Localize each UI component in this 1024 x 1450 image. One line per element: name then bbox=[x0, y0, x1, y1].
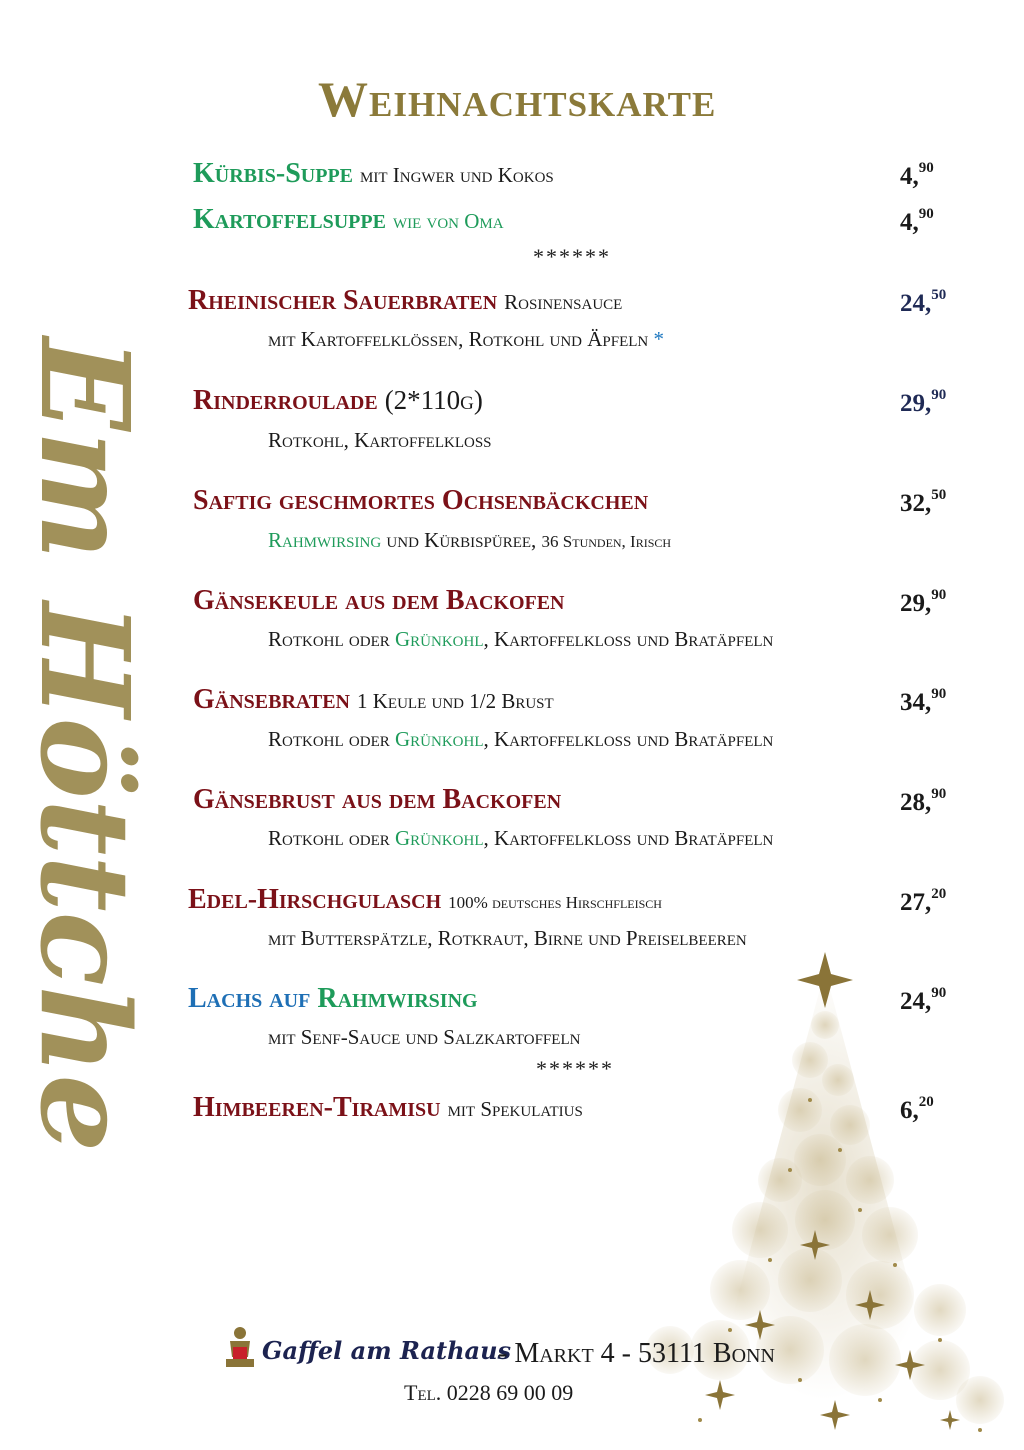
restaurant-name-vertical: Em Höttche bbox=[13, 337, 157, 1153]
separator: ****** bbox=[533, 244, 611, 269]
item-side-dishes: Rotkohl, Kartoffelkloß bbox=[268, 428, 492, 452]
item-name: Gänsebraten bbox=[193, 684, 350, 715]
item-name-part-1: Lachs auf bbox=[188, 983, 318, 1014]
item-side-dishes: Rotkohl oder Grünkohl, Kartoffelkloß und Bratäpfeln bbox=[268, 826, 774, 850]
item-description: wie von Oma bbox=[392, 209, 504, 233]
item-description: 100% deutsches Hirschfleisch bbox=[448, 893, 662, 912]
side-title-wrap bbox=[13, 330, 157, 1160]
item-name-part-2: Rahmwirsing bbox=[317, 983, 478, 1014]
telephone: Tel. 0228 69 00 09 bbox=[404, 1380, 574, 1405]
item-price: 27,20 bbox=[900, 886, 947, 916]
item-description: mit Spekulatius bbox=[447, 1097, 583, 1121]
item-price: 24,90 bbox=[900, 985, 947, 1015]
item-price: 32,50 bbox=[900, 487, 947, 517]
item-side-dishes: mit Kartoffelklößen, Rotkohl und Äpfeln * bbox=[268, 327, 665, 351]
brand-name: Gaffel am Rathaus bbox=[262, 1336, 512, 1365]
item-name: Rinderroulade bbox=[193, 385, 378, 416]
item-name: Kürbis-Suppe bbox=[193, 158, 354, 189]
item-price: 28,90 bbox=[900, 786, 947, 816]
item-price: 24,50 bbox=[900, 287, 947, 317]
item-name: Kartoffelsuppe bbox=[193, 204, 386, 235]
item-price: 29,90 bbox=[900, 587, 947, 617]
item-name: Edel-Hirschgulasch bbox=[188, 884, 442, 915]
gaffel-logo-icon bbox=[222, 1325, 258, 1371]
address: - Markt 4 - 53111 Bonn bbox=[498, 1338, 775, 1369]
item-side-dishes: Rotkohl oder Grünkohl, Kartoffelkloß und Bratäpfeln bbox=[268, 627, 774, 651]
item-name: Saftig geschmortes Ochsenbäckchen bbox=[193, 485, 649, 516]
christmas-tree-graphic bbox=[610, 930, 1020, 1450]
item-name: Rheinischer Sauerbraten bbox=[188, 285, 498, 316]
item-description: 1 Keule und 1/2 Brust bbox=[357, 689, 554, 713]
separator: ****** bbox=[536, 1056, 614, 1081]
item-side-dishes: Rotkohl oder Grünkohl, Kartoffelkloß und Bratäpfeln bbox=[268, 727, 774, 751]
item-description: Rosinensauce bbox=[504, 290, 623, 314]
item-price: 29,90 bbox=[900, 387, 947, 417]
item-name: Gänsekeule aus dem Backofen bbox=[193, 585, 565, 616]
item-name: Gänsebrust aus dem Backofen bbox=[193, 784, 562, 815]
item-price: 34,90 bbox=[900, 686, 947, 716]
item-side-dishes: Rahmwirsing und Kürbispüree, 36 Stunden, Irisch bbox=[268, 528, 672, 552]
item-side-dishes: mit Senf-Sauce und Salzkartoffeln bbox=[268, 1025, 581, 1049]
menu-title: Weihnachtskarte bbox=[318, 71, 717, 127]
item-side-dishes: mit Butterspätzle, Rotkraut, Birne und Preiselbeeren bbox=[268, 926, 747, 950]
item-price: 4,90 bbox=[900, 160, 934, 190]
item-price: 6,20 bbox=[900, 1094, 934, 1124]
item-description: mit Ingwer und Kokos bbox=[360, 163, 554, 187]
item-description: (2*110g) bbox=[384, 385, 483, 415]
item-name: Himbeeren-Tiramisu bbox=[193, 1092, 441, 1123]
item-price: 4,90 bbox=[900, 206, 934, 236]
